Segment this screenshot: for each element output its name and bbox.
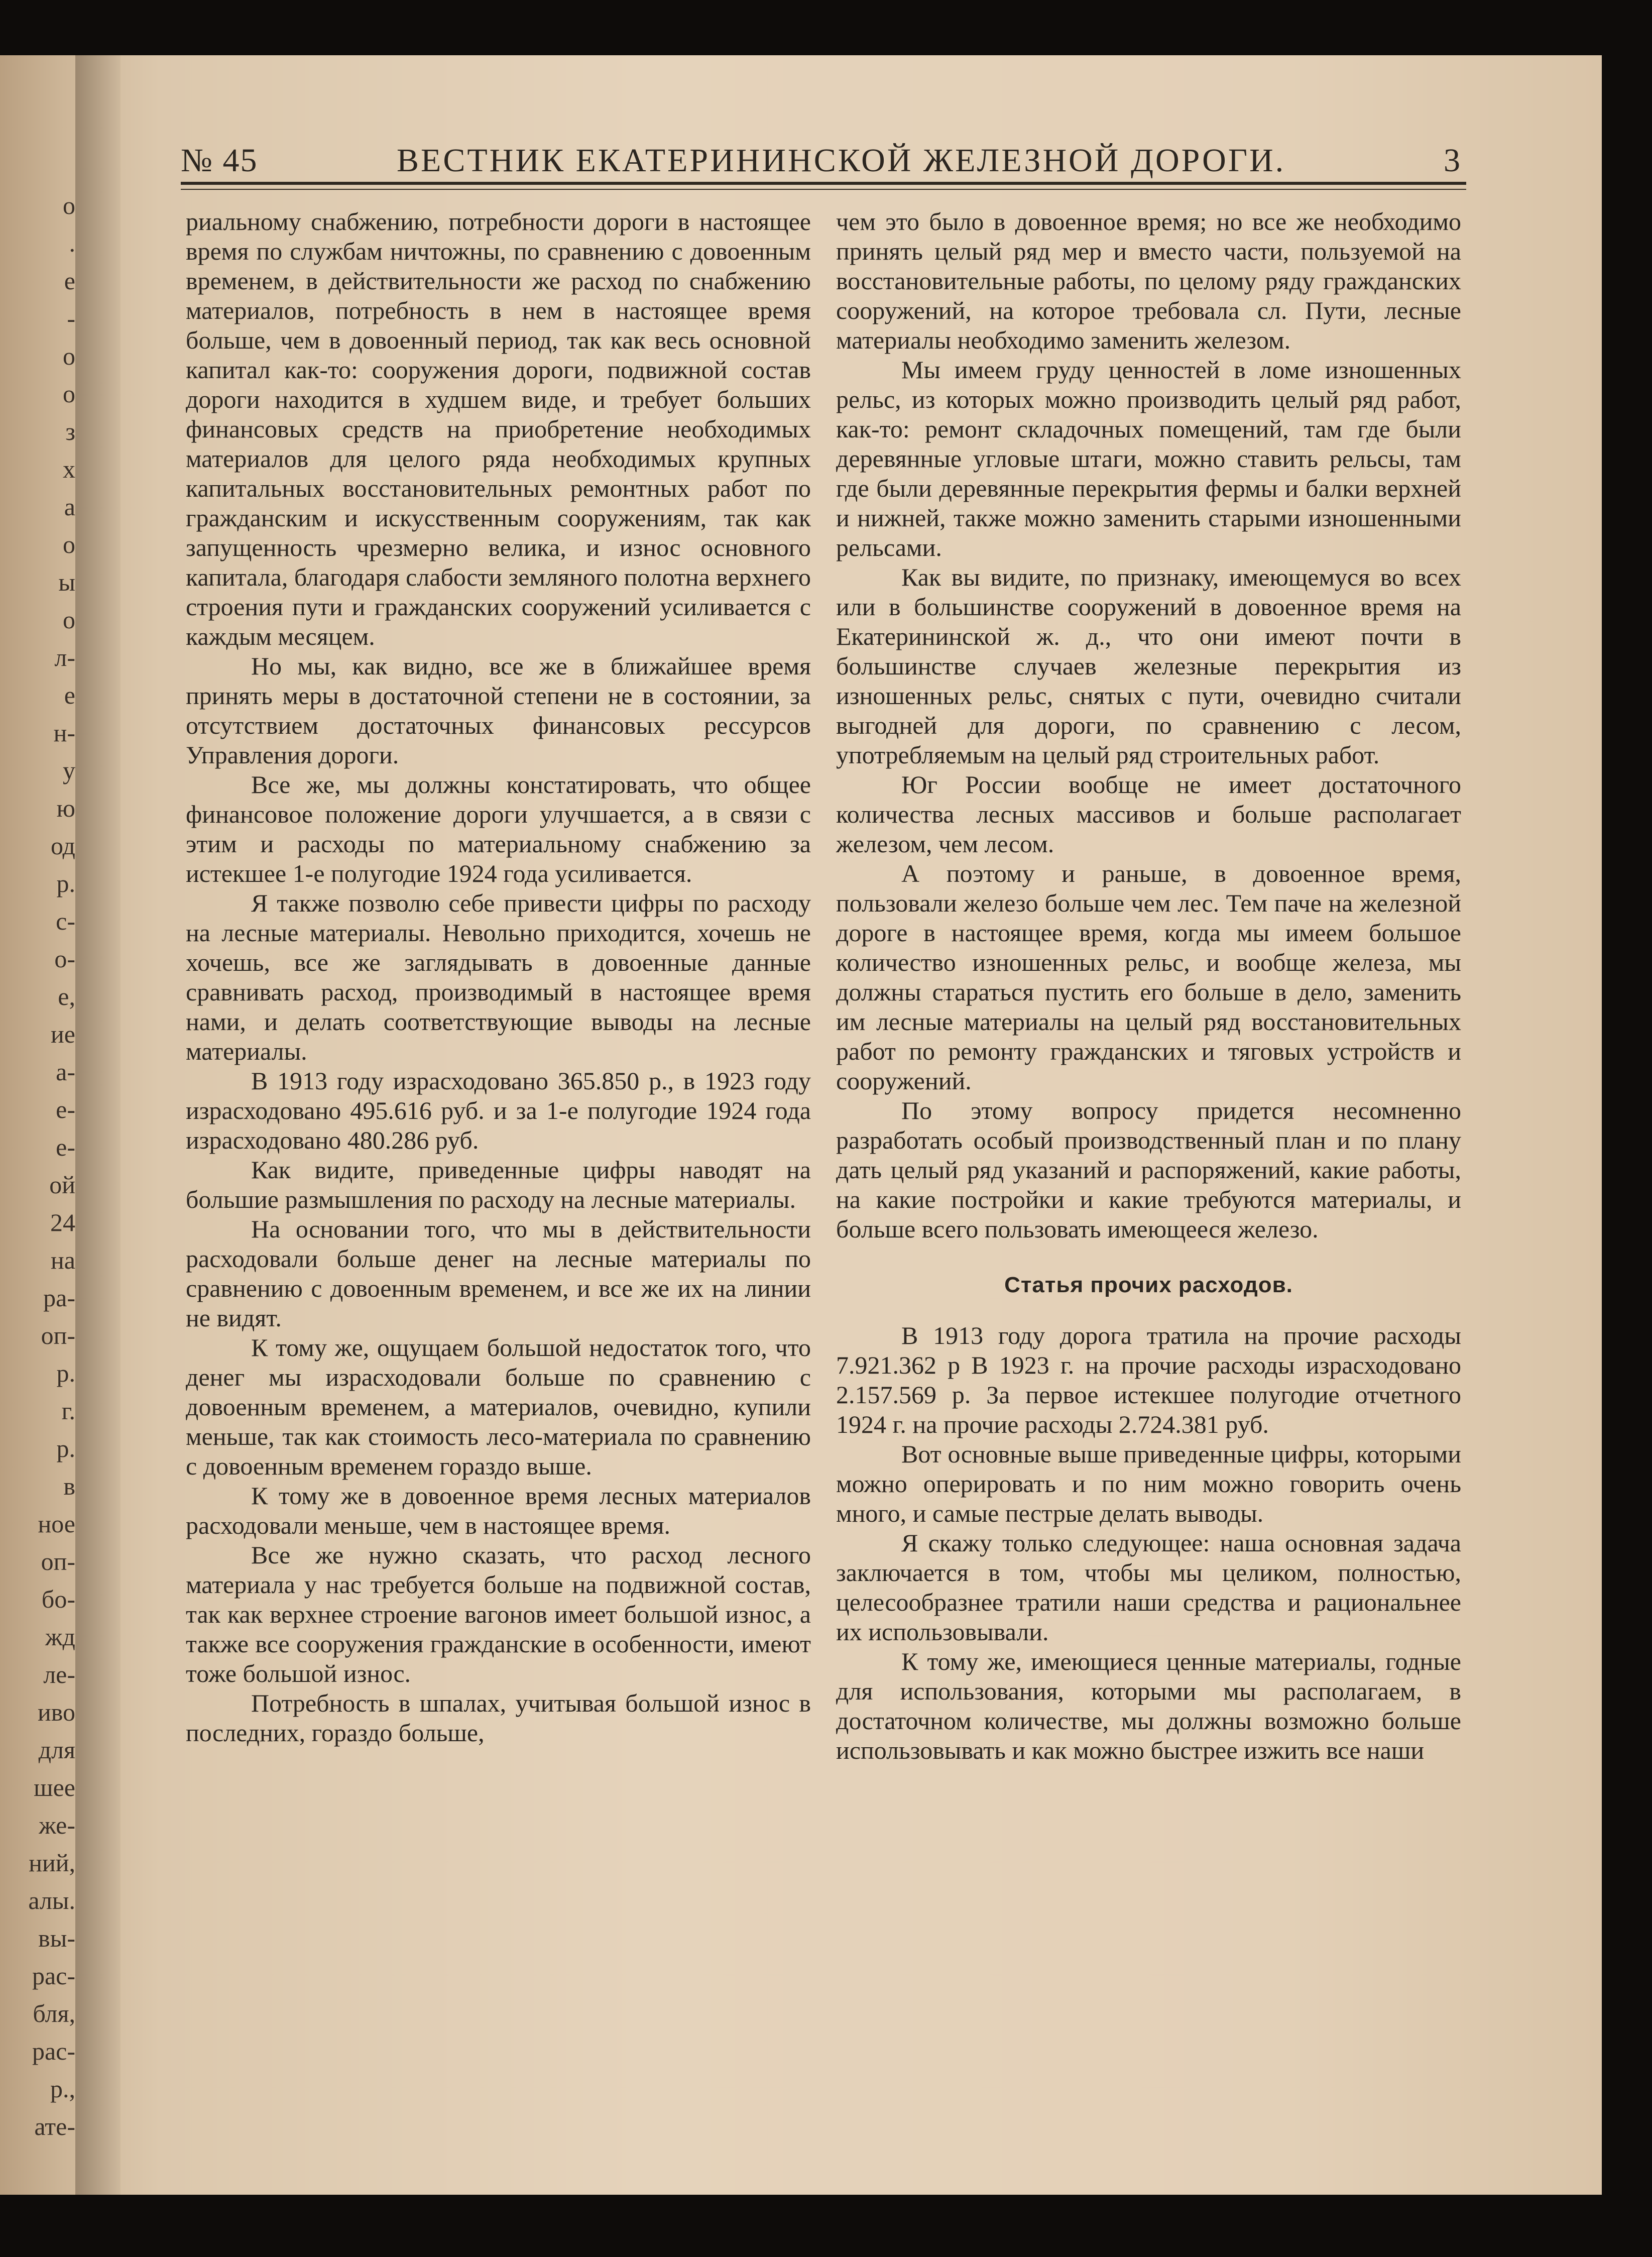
previous-page-fragment: рас- [32, 2037, 75, 2065]
previous-page-fragment: ие [51, 1020, 75, 1048]
newspaper-title: ВЕСТНИК ЕКАТЕРИНИНСКОЙ ЖЕЛЕЗНОЙ ДОРОГИ. [397, 142, 1286, 179]
previous-page-fragment: алы. [28, 1886, 75, 1914]
previous-page-fragment: ате- [34, 2112, 75, 2140]
previous-page-fragment: о [63, 342, 75, 370]
previous-page-fragment: х [63, 455, 75, 483]
previous-page-fragment: ы [58, 568, 75, 596]
previous-page-fragment: у [63, 756, 75, 784]
paragraph: Все же нужно сказать, что расход лесного материала у нас требуется больше на подвижной состав, так как верхнее строение вагонов имеет большой износ, а также все сооружения гражданские в особенности, имеют тоже большой износ. [186, 1541, 811, 1687]
paragraph: На основании того, что мы в действительности расходовали больше денег на лесные материалы по сравнению с довоенным временем, и все же их на линии не видят. [186, 1215, 811, 1332]
previous-page-fragment: для [38, 1736, 75, 1764]
previous-page-fragment: бо- [41, 1585, 75, 1613]
paragraph: Все же, мы должны констатировать, что общее финансовое положение дороги улучшается, а в связи с этим и расходы по материальному снабжению за истекшее 1-е полугодие 1924 года усиливается. [186, 770, 811, 887]
previous-page-fragment: н- [53, 719, 75, 747]
previous-page-fragment: о- [54, 945, 75, 973]
paragraph: Я также позволю себе привести цифры по расходу на лесные материалы. Невольно приходится, хочешь не хочешь, все же заглядывать в довоенные данные сравнивать расход, производимый в настоящее время нами, и делать соответствующие выводы на лесные материалы. [186, 889, 811, 1065]
paragraph: Мы имеем груду ценностей в ломе изношенных рельс, из которых можно производить целый ряд работ, как-то: ремонт складочных помещений, там где были деревянные угловые штаги, можно ставить рельсы, там где были деревянные перекрытия фермы и балки верхней и нижней, также можно заменить старыми изношенными рельсами. [836, 356, 1461, 561]
issue-number: № 45 [181, 142, 258, 179]
previous-page-fragment: оп- [41, 1321, 75, 1349]
paragraph: Как вы видите, по признаку, имеющемуся во всех или в большинстве сооружений в довоенное время на Екатерининской ж. д., что они имеют почти в большинстве случаев железные перекрытия из изношенных рельс, снятых с пути, очевидно считали выгодней для дороги, по сравнению с лесом, употребляемым на целый ряд строительных работ. [836, 563, 1461, 769]
previous-page-fragment: р. [56, 869, 75, 897]
paragraph: риальному снабжению, потребности дороги в настоящее время по службам ничтожны, по сравнению с довоенным временем, в действительности же расход по снабжению материалов, потребность в нем в настоящее время больше, чем в довоенный период, так как весь основной капитал как-то: сооружения дороги, подвижной состав дороги находится в худшем виде, и требует больших финансовых средств на приобретение необходимых материалов для целого ряда необходимых крупных капитальных восстановительных ремонтных работ по гражданским и искусственным сооружениям, так как запущенность чрезмерно велика, и износ основного капитала, благодаря слабости земляного полотна верхнего строения пути и гражданских сооружений усиливается с каждым месяцем. [186, 207, 811, 650]
previous-page-fragment: е- [56, 1133, 75, 1161]
paragraph: В 1913 году израсходовано 365.850 р., в 1923 году израсходовано 495.616 руб. и за 1-е полугодие 1924 года израсходовано 480.286 руб. [186, 1067, 811, 1154]
left-column [186, 207, 811, 1748]
section-heading: Статья прочих расходов. [1004, 1273, 1293, 1297]
page-header [181, 142, 1461, 182]
previous-page-fragment: р. [56, 1434, 75, 1462]
paragraph: По этому вопросу придется несомненно разработать особый производственный план и по плану дать целый ряд указаний и распоряжений, какие работы, на какие постройки и какие требуются материалы, и больше всего пользовать имеющееся железо. [836, 1096, 1461, 1243]
paragraph: А поэтому и раньше, в довоенное время, пользовали железо больше чем лес. Тем паче на железной дороге в настоящее время, когда мы имеем большое количество изношенных рельс, и вообще железа, мы должны стараться пустить его больше в дело, заменить им лесные материалы на целый ряд восстановительных работ по ремонту гражданских и тяговых устройств и сооружений. [836, 859, 1461, 1095]
previous-page-fragment: р., [50, 2075, 75, 2103]
previous-page-fragment: е- [56, 1095, 75, 1123]
previous-page-fragment: . [69, 229, 75, 257]
paragraph: К тому же, ощущаем большой недостаток того, что денег мы израсходовали больше по сравнению с довоенным временем, а материалов, очевидно, купили меньше, так как стоимость лесо-материала по сравнению с довоенным временем гораздо выше. [186, 1333, 811, 1480]
previous-page-fragment: е, [58, 982, 75, 1010]
previous-page-fragment: иво [37, 1698, 75, 1726]
previous-page-fragment: р. [56, 1359, 75, 1387]
previous-page-fragment: ле- [43, 1660, 75, 1688]
previous-page-fragment: а- [56, 1058, 75, 1086]
previous-page-fragment: ное [38, 1510, 75, 1538]
paragraph: Как видите, приведенные цифры наводят на большие размышления по расходу на лесные материалы. [186, 1156, 811, 1213]
previous-page-fragment: шее [34, 1773, 75, 1801]
previous-page-fragment: о [63, 606, 75, 634]
previous-page-fragment: с- [56, 907, 75, 935]
previous-page-fragment: жд [45, 1623, 75, 1651]
paragraph: К тому же, имеющиеся ценные материалы, годные для использования, которыми мы располагаем, в достаточном количестве, мы должны возможно больше использовывать и как можно быстрее изжить все наши [836, 1647, 1461, 1764]
previous-page-fragment: бля, [33, 1999, 75, 2027]
previous-page-edge [0, 191, 75, 2150]
right-column [836, 207, 1461, 1765]
paragraph: Но мы, как видно, все же в ближайшее время принять меры в достаточной степени не в состоянии, за отсутствием достаточных финансовых рессурсов Управления дороги. [186, 652, 811, 769]
paragraph: Потребность в шпалах, учитывая большой износ в последних, гораздо больше, [186, 1689, 811, 1747]
previous-page-fragment: о [63, 380, 75, 408]
binding-gutter [75, 55, 121, 2195]
previous-page-fragment: о [63, 530, 75, 558]
header-rule [181, 182, 1466, 190]
previous-page-fragment: г. [61, 1397, 75, 1425]
previous-page-fragment: на [51, 1246, 75, 1274]
paragraph: чем это было в довоенное время; но все же необходимо принять целый ряд мер и вместо части, пользуемой на восстановительные работы, по целому ряду гражданских сооружений, на которое требовала сл. Пути, лесные материалы необходимо заменить железом. [836, 207, 1461, 354]
previous-page-fragment: ой [49, 1171, 75, 1199]
paragraph: Юг России вообще не имеет достаточного количества лесных массивов и больше располагает железом, чем лесом. [836, 770, 1461, 858]
previous-page-fragment: оп- [41, 1547, 75, 1575]
previous-page-fragment: ю [56, 794, 75, 822]
previous-page-fragment: о [63, 191, 75, 219]
previous-page-fragment: в [63, 1472, 75, 1500]
previous-page-fragment: а [64, 493, 75, 521]
previous-page-fragment: рас- [32, 1962, 75, 1990]
previous-page-fragment: - [67, 304, 75, 332]
paragraph: Вот основные выше приведенные цифры, которыми можно оперировать и по ним можно говорить очень много, и самые пестрые делать выводы. [836, 1440, 1461, 1527]
page-number: 3 [1444, 142, 1461, 179]
paragraph: Я скажу только следующее: наша основная задача заключается в том, чтобы мы целиком, полностью, целесообразнее тратили наши средства и рациональнее их использовывали. [836, 1529, 1461, 1646]
paragraph: К тому же в довоенное время лесных материалов расходовали меньше, чем в настоящее время. [186, 1482, 811, 1539]
previous-page-fragment: е [64, 267, 75, 295]
previous-page-fragment: од [51, 832, 75, 860]
previous-page-fragment: вы- [38, 1924, 75, 1952]
previous-page-fragment: е [64, 681, 75, 709]
previous-page-fragment: 24 [50, 1208, 75, 1236]
previous-page-fragment: л- [54, 643, 75, 671]
previous-page-fragment: ра- [43, 1284, 75, 1312]
previous-page-fragment: ний, [29, 1849, 75, 1877]
previous-page-fragment: же- [39, 1811, 75, 1839]
paragraph: В 1913 году дорога тратила на прочие расходы 7.921.362 р В 1923 г. на прочие расходы израсходовано 2.157.569 р. За первое истекшее полугодие отчетного 1924 г. на прочие расходы 2.724.381 руб. [836, 1321, 1461, 1438]
previous-page-fragment: з [65, 417, 75, 445]
